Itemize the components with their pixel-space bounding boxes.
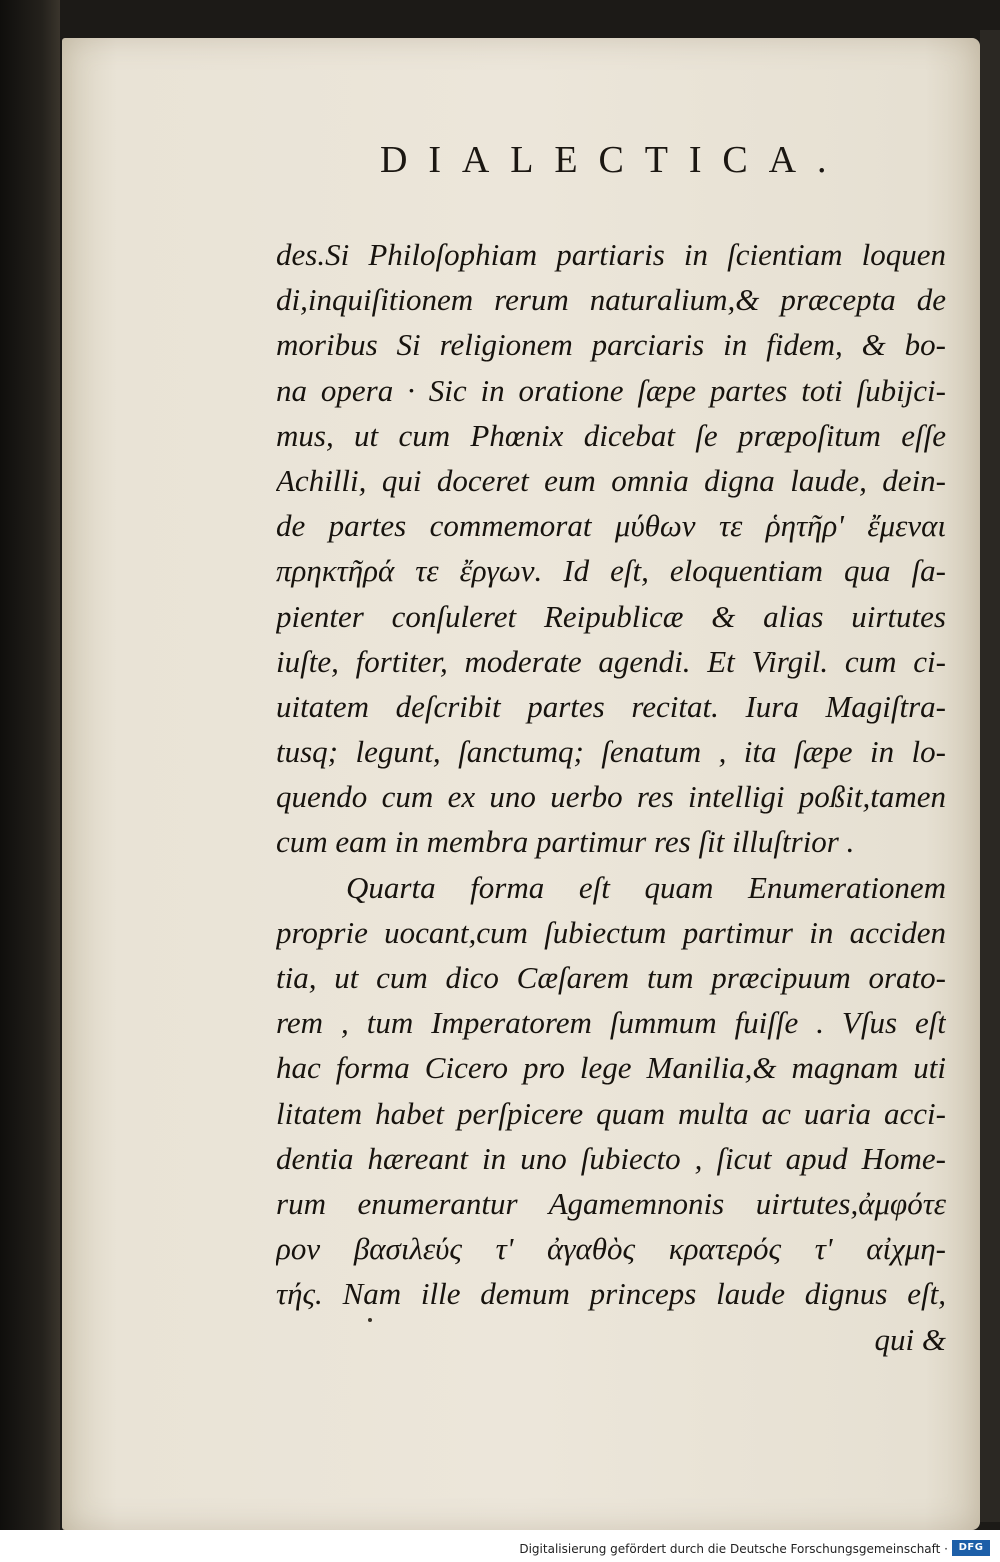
text-line: quendo cum ex uno uerbo res intelligi poßit,tamen (276, 779, 946, 815)
body-text (276, 232, 946, 1362)
text-line: pienter conſuleret Reipublicæ & alias uirtutes (276, 598, 946, 634)
text-line: tia, ut cum dico Cæſarem tum præcipuum orato- (276, 960, 946, 995)
text-line: τής. Nam ille demum princeps laude dignus eſt, (276, 1276, 946, 1312)
text-line: proprie uocant,cum ſubiectum partimur in acciden (276, 914, 946, 950)
text-line: rum enumerantur Agamemnonis uirtutes,ἀμφότε (276, 1185, 946, 1221)
text-line: cum eam in membra partimur res ſit illuſtrior . (276, 824, 855, 860)
text-line: moribus Si religionem parciaris in fidem, & bo- (276, 327, 946, 363)
page-edge (980, 30, 1000, 1522)
dfg-logo: DFG (952, 1540, 990, 1556)
footer-credit: Digitalisierung gefördert durch die Deutsche Forschungsgemeinschaft · (519, 1542, 948, 1556)
text-line: tusq; legunt, ſanctumq; ſenatum , ita ſæpe in lo- (276, 734, 946, 770)
text-line: dentia hæreant in uno ſubiecto , ſicut apud Home- (276, 1140, 946, 1176)
paragraph-start-line: Quarta forma eſt quam Enumerationem (346, 869, 946, 905)
text-line: hac forma Cicero pro lege Manilia,& magnam uti (276, 1050, 946, 1086)
catchword: qui & (874, 1321, 946, 1357)
text-line: des.Si Philoſophiam partiaris in ſcientiam loquen (276, 237, 946, 272)
text-line: de partes commemorat μύθων τε ῥητῆρ' ἔμεναι (276, 508, 946, 544)
text-line: rem , tum Imperatorem ſummum fuiſſe . Vſus eſt (276, 1005, 946, 1041)
footer-bar (0, 1530, 1000, 1562)
text-line: di,inquiſitionem rerum naturalium,& præcepta de (276, 282, 946, 318)
text-line: uitatem deſcribit partes recitat. Iura Magiſtra- (276, 688, 946, 724)
text-line: litatem habet perſpicere quam multa ac uaria acci- (276, 1095, 946, 1131)
text-line: na opera · Sic in oratione ſæpe partes toti ſubijci- (276, 372, 946, 408)
text-line: iuſte, fortiter, moderate agendi. Et Virgil. cum ci- (276, 643, 946, 679)
book-spine-shadow (0, 0, 60, 1562)
text-line: πρηκτῆρά τε ἔργων. Id eſt, eloquentiam qua ſa- (276, 553, 946, 589)
text-line: Achilli, qui doceret eum omnia digna laude, dein- (276, 462, 946, 498)
ink-speck (368, 1318, 372, 1322)
running-head: DIALECTICA. (380, 139, 848, 181)
text-line: mus, ut cum Phœnix dicebat ſe præpoſitum eſſe (276, 417, 946, 453)
text-line: ρον βασιλεύς τ' ἀγαθὸς κρατερός τ' αἰχμη- (276, 1231, 946, 1267)
